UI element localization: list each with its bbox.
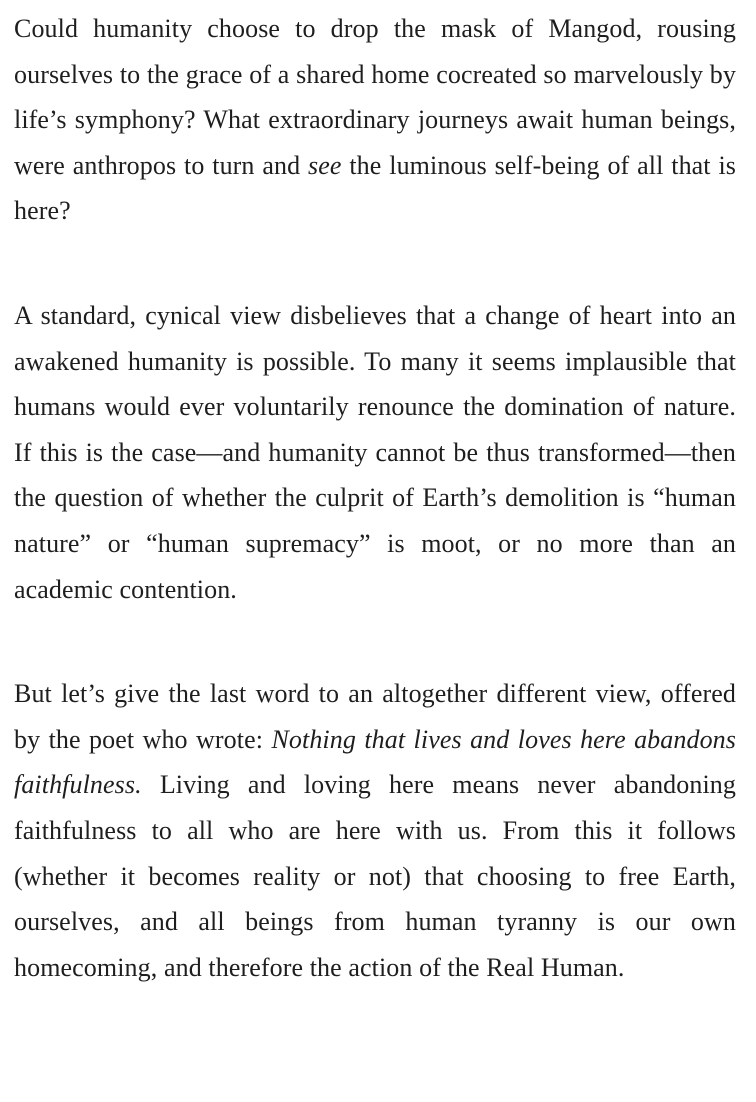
page-text	[14, 6, 736, 990]
paragraph-3	[14, 671, 736, 990]
paragraph-1-text-2: the luminous self-being of all that is here?	[14, 150, 736, 226]
poet-quote: Nothing that lives and loves here abandons faithfulness.	[14, 724, 737, 800]
paragraph-1-emphasis: see	[308, 150, 342, 180]
paragraph-2-text: A standard, cynical view disbelieves that a change of heart into an awakened humanity is possible. To many it seems implausible that humans would ever voluntarily renounce the domination of nature. If this is the case—and humanity cannot be thus transformed—then the question of whether the culprit of Earth’s demolition is “human nature” or “human supremacy” is moot, or no more than an academic contention.	[14, 300, 736, 604]
paragraph-1	[14, 6, 736, 234]
paragraph-2	[14, 293, 736, 612]
paragraph-3-text-1: But let’s give the last word to an altogether different view, offered by the poet who wrote:	[14, 679, 736, 754]
paragraph-3-text-2: Living and loving here means never abandoning faithfulness to all who are here with us. From this it follows (whether it becomes reality or not) that choosing to free Earth, ourselves, and all beings from human tyranny is our own homecoming, and therefore the action of the Real Human.	[14, 770, 736, 982]
paragraph-1-text-1: Could humanity choose to drop the mask of Mangod, rousing ourselves to the grace of a shared home cocreated so marvelously by life’s symphony? What extraordinary journeys await human beings, were anthropos to turn and	[14, 14, 736, 180]
